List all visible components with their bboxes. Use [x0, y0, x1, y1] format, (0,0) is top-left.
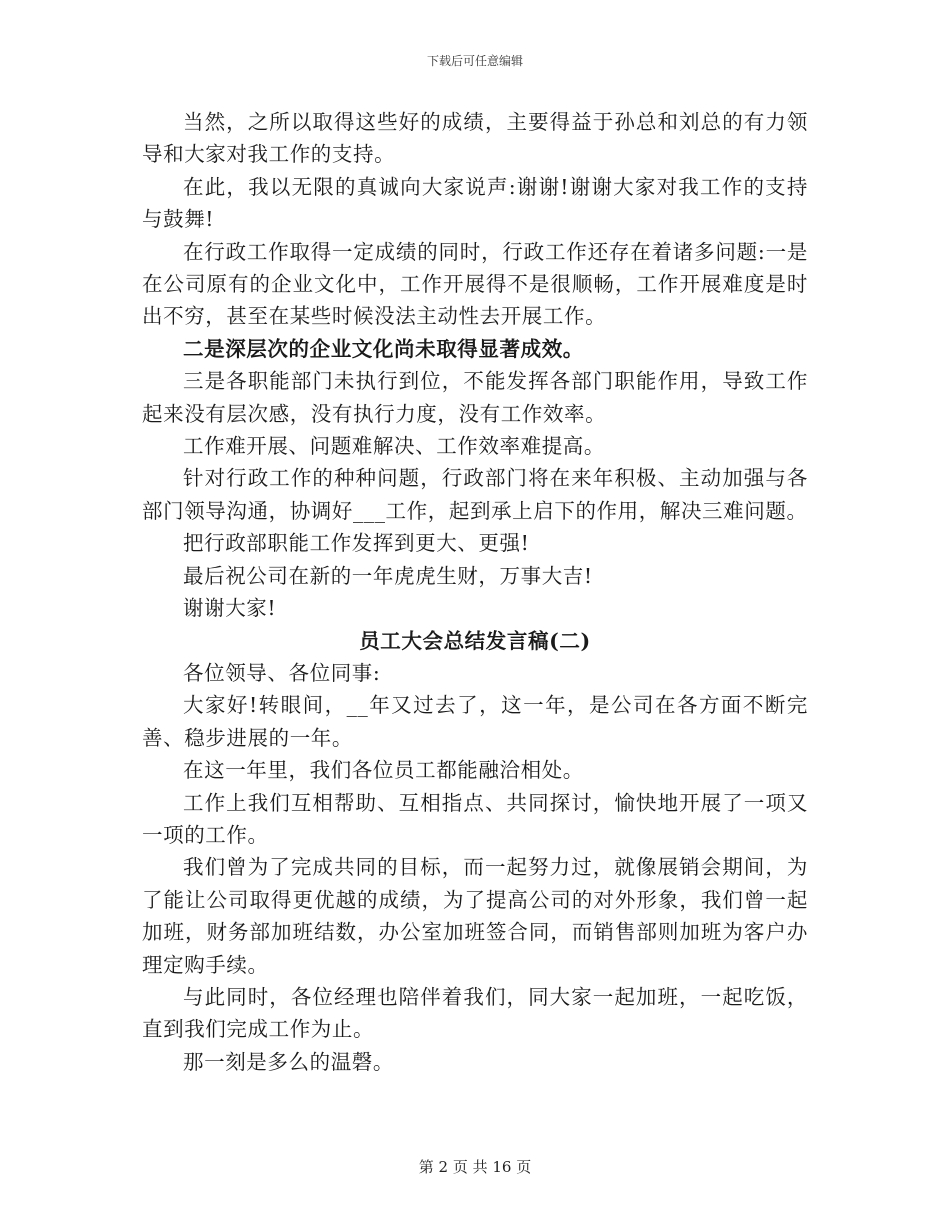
- paragraph: 各位领导、各位同事:: [183, 660, 381, 685]
- document-body: [142, 106, 808, 1078]
- paragraph: 那一刻是多么的温磬。: [183, 1049, 394, 1074]
- paragraph: 工作上我们互相帮助、互相指点、共同探讨，愉快地开展了一项又一项的工作。: [142, 790, 808, 847]
- paragraph: 最后祝公司在新的一年虎虎生财，万事大吉!: [183, 563, 593, 588]
- paragraph: 大家好!转眼间，__年又过去了，这一年，是公司在各方面不断完善、稳步进展的一年。: [142, 693, 808, 750]
- page-header: 下载后可任意编辑: [426, 54, 523, 68]
- paragraph: 工作难开展、问题难解决、工作效率难提高。: [183, 434, 605, 459]
- paragraph: 谢谢大家!: [183, 596, 277, 621]
- section-title: 员工大会总结发言稿(二): [359, 628, 591, 653]
- paragraph: 在此，我以无限的真诚向大家说声:谢谢!谢谢大家对我工作的支持与鼓舞!: [142, 174, 808, 232]
- paragraph: 与此同时，各位经理也陪伴着我们，同大家一起加班，一起吃饭，直到我们完成工作为止。: [142, 984, 808, 1042]
- page-footer: 第 2 页 共 16 页: [418, 1158, 532, 1176]
- paragraph-bold: 二是深层次的企业文化尚未取得显著成效。: [183, 336, 584, 361]
- paragraph: 我们曾为了完成共同的目标，而一起努力过，就像展销会期间，为了能让公司取得更优越的成绩，为了提高公司的对外形象，我们曾一起加班，财务部加班结数，办公室加班签合同，而销售部则加班为客户办理定购手续。: [142, 855, 808, 977]
- paragraph: 在行政工作取得一定成绩的同时，行政工作还存在着诸多问题:一是在公司原有的企业文化中，工作开展得不是很顺畅，工作开展难度是时出不穷，甚至在某些时候没法主动性去开展工作。: [142, 239, 808, 329]
- paragraph: 针对行政工作的种种问题，行政部门将在来年积极、主动加强与各部门领导沟通，协调好___工作，起到承上启下的作用，解决三难问题。: [142, 466, 808, 523]
- paragraph: 在这一年里，我们各位员工都能融洽相处。: [183, 758, 584, 783]
- paragraph: 当然，之所以取得这些好的成绩，主要得益于孙总和刘总的有力领导和大家对我工作的支持。: [142, 110, 808, 167]
- paragraph: 三是各职能部门未执行到位，不能发挥各部门职能作用，导致工作起来没有层次感，没有执行力度，没有工作效率。: [142, 369, 808, 426]
- paragraph: 把行政部职能工作发挥到更大、更强!: [183, 531, 530, 556]
